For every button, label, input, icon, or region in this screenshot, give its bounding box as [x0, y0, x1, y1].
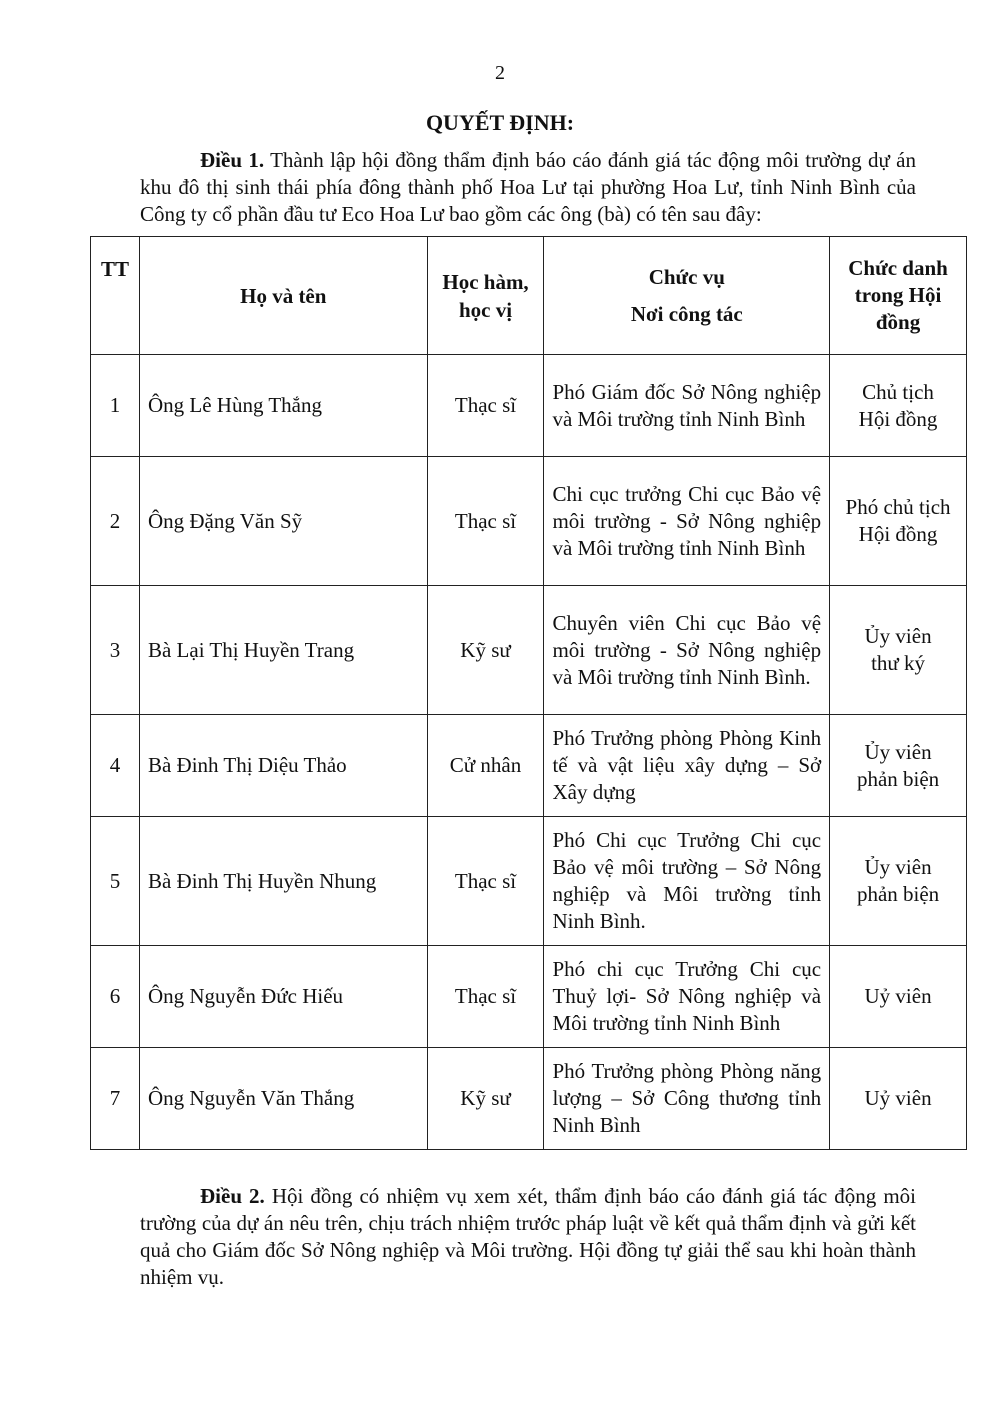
row-degree: Cử nhân: [427, 715, 544, 817]
row-role: [830, 586, 967, 715]
row-tt: 4: [91, 715, 140, 817]
table-row: [91, 355, 967, 457]
row-role-line2: phản biện: [856, 882, 940, 906]
row-name: Ông Nguyễn Đức Hiếu: [139, 946, 427, 1048]
row-role-line1: Ủy viên: [864, 855, 932, 879]
row-tt: 3: [91, 586, 140, 715]
row-position: Phó Giám đốc Sở Nông nghiệp và Môi trường tỉnh Ninh Bình: [544, 355, 830, 457]
row-role-line2: Hội đồng: [858, 406, 938, 431]
row-role-line2: thư ký: [871, 651, 926, 675]
council-members-table: [90, 236, 967, 1150]
row-tt: 2: [91, 457, 140, 586]
row-position: Chi cục trưởng Chi cục Bảo vệ môi trường - Sở Nông nghiệp và Môi trường tỉnh Ninh Bình: [544, 457, 830, 586]
row-degree: Thạc sĩ: [427, 817, 544, 946]
header-role: [830, 237, 967, 355]
row-role-line1: Ủy viên: [864, 739, 932, 764]
header-degree: [427, 237, 544, 355]
row-name: Ông Đặng Văn Sỹ: [139, 457, 427, 586]
row-role: [830, 715, 967, 817]
header-degree-line2: học vị: [458, 297, 513, 322]
row-role: [830, 355, 967, 457]
row-role-line1: Phó chủ tịch: [845, 495, 951, 519]
table-row: [91, 715, 967, 817]
row-name: Bà Lại Thị Huyền Trang: [139, 586, 427, 715]
row-role: [830, 457, 967, 586]
row-name: Bà Đinh Thị Huyền Nhung: [139, 817, 427, 946]
table-row: [91, 457, 967, 586]
header-position: [544, 237, 830, 355]
header-name: Họ và tên: [139, 237, 427, 355]
row-role-line1: Uỷ viên: [864, 1086, 932, 1110]
article-2-paragraph: [140, 1183, 916, 1291]
table-row: [91, 817, 967, 946]
row-degree: Thạc sĩ: [427, 355, 544, 457]
article-2-text: Hội đồng có nhiệm vụ xem xét, thẩm định báo cáo đánh giá tác động môi trường của dự án nêu trên, chịu trách nhiệm trước pháp luật về kết quả thẩm định và gửi kết quả cho Giám đốc Sở Nông nghiệp và Môi trường. Hội đồng tự giải thể sau khi hoàn thành nhiệm vụ.: [140, 1184, 917, 1289]
row-role: [830, 946, 967, 1048]
row-position: Chuyên viên Chi cục Bảo vệ môi trường - Sở Nông nghiệp và Môi trường tỉnh Ninh Bình.: [544, 586, 830, 715]
header-role-line1: Chức danh: [848, 256, 948, 280]
row-position: Phó Trưởng phòng Phòng năng lượng – Sở Công thương tỉnh Ninh Bình: [544, 1048, 830, 1150]
row-tt: 6: [91, 946, 140, 1048]
row-role-line1: Ủy viên: [864, 624, 932, 648]
row-degree: Thạc sĩ: [427, 946, 544, 1048]
header-role-line2: trong Hội: [854, 283, 942, 307]
header-degree-line1: Học hàm,: [442, 269, 529, 294]
row-position: Phó chi cục Trưởng Chi cục Thuỷ lợi- Sở Nông nghiệp và Môi trường tỉnh Ninh Bình: [544, 946, 830, 1048]
row-tt: 5: [91, 817, 140, 946]
row-role-line1: Chủ tịch: [862, 379, 934, 404]
row-name: Bà Đinh Thị Diệu Thảo: [139, 715, 427, 817]
row-position: Phó Trưởng phòng Phòng Kinh tế và vật liệu xây dựng – Sở Xây dựng: [544, 715, 830, 817]
row-role-line2: Hội đồng: [858, 522, 938, 546]
row-degree: Thạc sĩ: [427, 457, 544, 586]
article-1-label: Điều 1.: [200, 148, 265, 172]
row-name: Ông Nguyễn Văn Thắng: [139, 1048, 427, 1150]
row-role: [830, 817, 967, 946]
article-1-paragraph: [140, 147, 916, 228]
row-degree: Kỹ sư: [427, 586, 544, 715]
row-tt: 1: [91, 355, 140, 457]
table-row: [91, 586, 967, 715]
decision-title: QUYẾT ĐỊNH:: [425, 110, 575, 135]
header-tt: TT: [91, 237, 140, 355]
header-position-line1: Chức vụ: [648, 264, 725, 289]
row-degree: Kỹ sư: [427, 1048, 544, 1150]
header-position-line2: Nơi công tác: [630, 301, 743, 326]
article-1-text: Thành lập hội đồng thẩm định báo cáo đánh giá tác động môi trường dự án khu đô thị sinh thái phía đông thành phố Hoa Lư tại phường Hoa Lư, tỉnh Ninh Bình của Công ty cổ phần đầu tư Eco Hoa Lư bao gồm các ông (bà) có tên sau đây:: [140, 148, 916, 226]
table-row: [91, 1048, 967, 1150]
row-role-line2: phản biện: [856, 766, 940, 791]
page-number: 2: [495, 62, 505, 84]
row-name: Ông Lê Hùng Thắng: [139, 355, 427, 457]
row-role: [830, 1048, 967, 1150]
row-tt: 7: [91, 1048, 140, 1150]
article-2-label: Điều 2.: [200, 1184, 265, 1208]
row-role-line1: Uỷ viên: [864, 984, 932, 1008]
table-row: [91, 946, 967, 1048]
table-header-row: [91, 237, 967, 355]
header-role-line3: đồng: [875, 310, 921, 334]
row-position: Phó Chi cục Trưởng Chi cục Bảo vệ môi trường – Sở Nông nghiệp và Môi trường tỉnh Ninh Bình.: [544, 817, 830, 946]
